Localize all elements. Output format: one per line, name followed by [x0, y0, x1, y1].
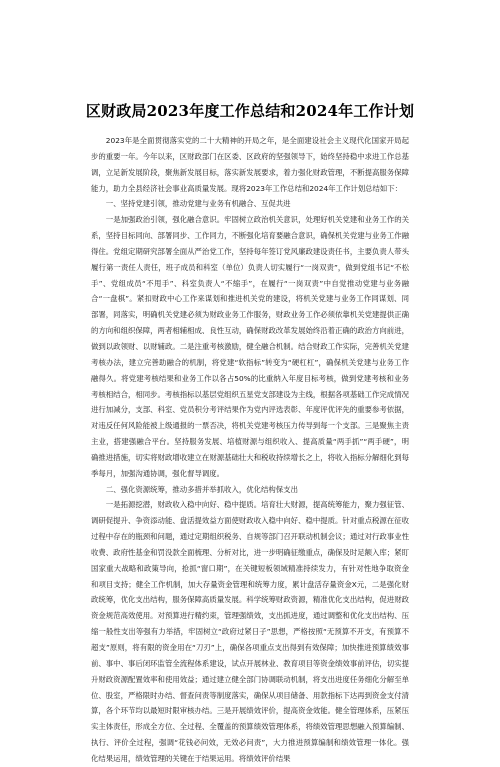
section-heading-1: 一、坚持党建引领，推动党建与业务有机融合、互促共进	[105, 199, 291, 209]
document-body	[91, 133, 409, 767]
section-heading-2: 二、强化资源统筹，推动多措并举抓收入，优化结构保支出	[105, 484, 298, 494]
paragraph-intro: 2023年是全面贯彻落实党的二十大精神的开局之年，是全面建设社会主义现代化国家开局起步的重要一年。今年以来，区财政部门在区委、区政府的坚强领导下，始终坚持稳中求进工作总基调，立足新发展阶段，聚焦新发展目标，落实新发展要求，着力强化财政管理，不断提高服务保障能力，助力全县经济社会事业高质量发展。现将2023年工作总结和2024年工作计划总结如下：	[91, 136, 409, 193]
paragraph-section-2: 一是拓源挖潜，财政收入稳中向好、稳中提质。培育壮大财源，提高统筹能力，聚力强征管、调研促提升、争资添动能、盘活提效益方面使财政收入稳中向好、稳中提质。针对重点税源在征收过程中存在的瓶颈和问题，通过定期组织税务、自规等部门召开联动机制会议；通过对行政事业性收费、政府性基金和罚没款全面梳理、分析对比，进一步明确征缴重点，确保及时足额入库；紧盯国家重大战略和政策导向，抢抓“窗口期”，在关键短板领域精准持续发力，有针对性地争取资金和项目支持；健全工作机制，加大存量资金管理和统筹力度，累计盘活存量资金X元，二是强化财政统筹，优化支出结构，服务保障高质量发展。科学统筹财政资源，精准优化支出结构，促进财政资金规范高效使用。对预算进行精约束，管理强绩效，支出抓进度，通过调整和优化支出结构、压缩一般性支出等强有力举措，牢固树立“政府过紧日子”思想，严格按照“无预算不开支，有预算不超支”原则，将有限的资金用在“刀刃”上，确保各项重点支出得到有效保障；加快推进预算绩效事前、事中、事后闭环监管全流程体系建设，试点开展林业、教育项目等资金绩效事前评估，切实提升财政资源配置效率和使用效益；通过建立健全部门协调联动机制，将支出进度任务细化分解至单位、股室，严格限时办结、督查问责等制度落实，确保从项目储备、用款指标下达再到资金支付清算，各个环节均以最短时限审核办结。三是开展绩效评价，提高资金效能。健全管理体系，压紧压实主体责任，形成全方位、全过程、全覆盖的预算绩效管理体系，将绩效管理思想融入预算编制、执行、评价全过程，强调“花钱必问效，无效必问责”，大力推进预算编制和绩效管理一体化。强化结果运用，绩效管理的关键在于结果运用。将绩效评价结果	[91, 500, 409, 763]
paragraph-section-1: 一是加强政治引领，强化融合意识。牢固树立政治机关意识，处理好机关党建和业务工作的关系，坚持目标同向、部署同步、工作同力，不断强化培育要融合意识，确保机关党建与业务工作融得住。党组定期研究部署全面从严治党工作，坚持每年签订党风廉政建设责任书，主要负责人带头履行第一责任人责任，班子成员和科室（单位）负责人切实履行“一岗双责”，做到党组书记“不松手”、党组成员“不甩手”、科室负责人“不缩手”，在履行“一岗双责”中自觉推动党建与业务融合“一盘棋”。紧扣财政中心工作来谋划和推进机关党的建设，将机关党建与业务工作同谋划、同部署，同落实，明确机关党建必须为财政业务工作服务，财政业务工作必须依靠机关党建提供正确的方向和组织保障，两者相辅相成、良性互动，确保财政改革发展始终沿着正确的政治方向前进，做到以政领财、以财辅政。二是注重考核激励，健全融合机制。结合财政工作实际，完善机关党建考核办法，建立完善助融合的机制，将党建“软指标”转变为“硬杠杠”，确保机关党建与业务工作融得久。将党建考核结果和业务工作以各占50%的比重纳入年度目标考核，做到党建考核和业务考核相结合，相同步。考核指标以基层党组织五星党支部建设为主线，根据各项基础工作完成情况进行加减分，支部、科室、党员积分考评结果作为党内评选表彰、年度评优评先的重要参考依据，对违反任何风险能被上级通报的一票否决，将机关党建考核压力传导到每一个支部。三是聚焦主责主业，搭建强融合平台。坚持服务发展、培植财源与组织收入、提高质量“两手抓”“两手硬”，明确推进措施，切实将财政增收建立在财源基础壮大和税收持续增长之上，将收入指标分解细化到每季每月，加强沟通协调，强化督导调度。	[91, 215, 409, 478]
document-title: 区财政局2023年度工作总结和2024年工作计划	[85, 102, 415, 120]
